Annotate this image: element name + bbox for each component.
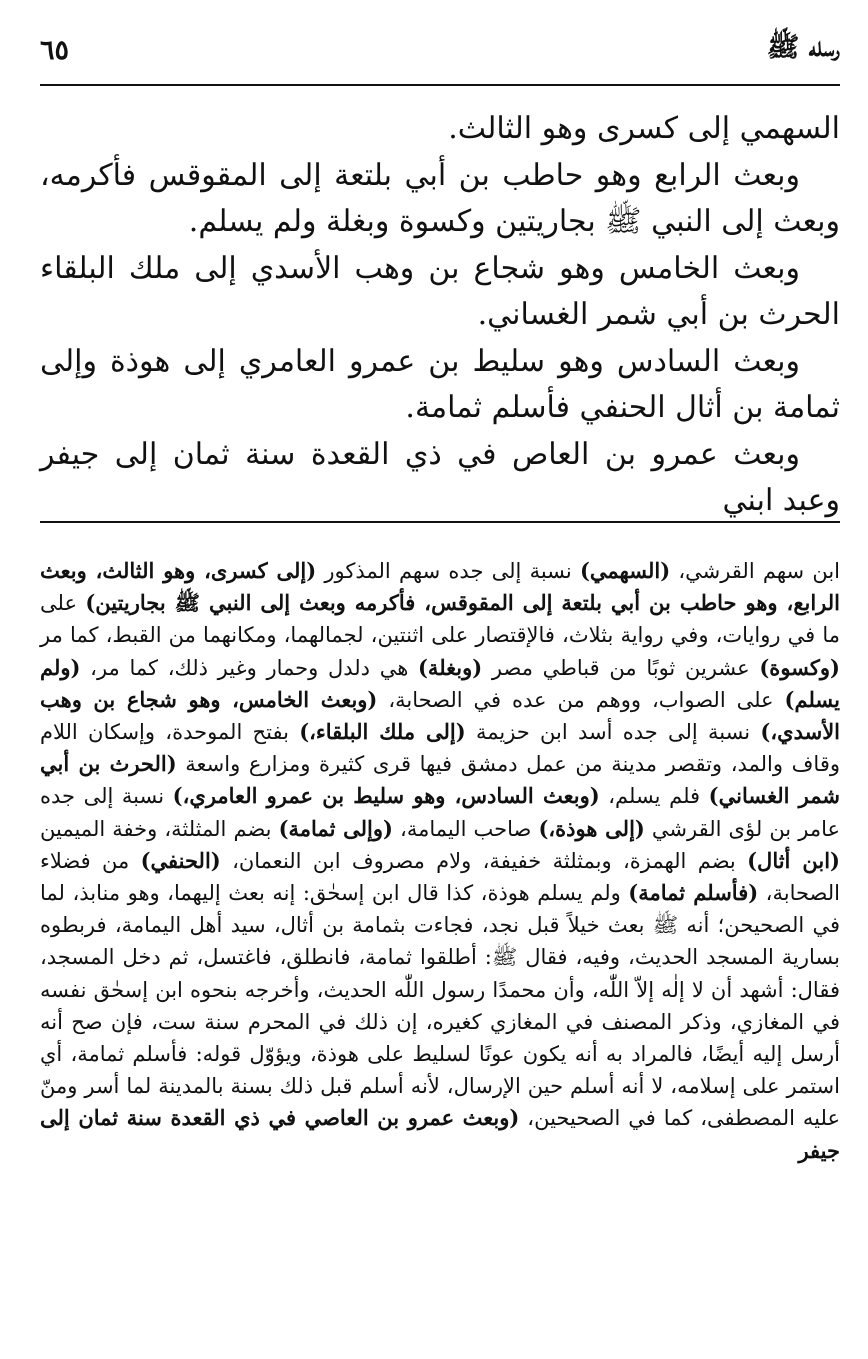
quoted-matn-text: (إلى هوذة،) [538, 815, 645, 841]
commentary-text-run: عشرين ثوبًا من قباطي مصر [482, 655, 760, 680]
commentary-paragraph [40, 555, 840, 1167]
quoted-matn-text: (وبعث عمرو بن العاصي في ذي القعدة سنة ثمان إلى جيفر [40, 1105, 840, 1163]
quoted-matn-text: (وإلى ثمامة) [278, 815, 393, 841]
commentary-text-run: بضم المثلثة، وخفة الميمين [40, 816, 279, 841]
commentary-text-run: نسبة إلى جده عامر بن لؤى القرشي [40, 784, 841, 841]
commentary-text-run: ولم يسلم هوذة، كذا قال ابن إسحٰق: إنه بعث إليهما، وهو منابذ، لما في الصحيحن؛ أنه ﷺ بعث خيلاً قبل نجد، فجاءت بثمامة بن أثال، سيد أهل اليمامة، فربطوه بسارية المسجد الحديث، وفيه، فقال ﷺ: أطلقوا ثمامة، فانطلق، فاغتسل، ثم دخل المسجد، فقال: أشهد أن لا إلٰه إلاّ اللّٰه، وأن محمدًا رسول اللّٰه الحديث، وأخرجه بنحوه ابن إسحٰق نفسه في المغازي، وذكر المصنف في المغازي كغيره، إن ذلك في المحرم سنة ست، فإن صح أنه أرسل إليه أيضًا، فالمراد به أنه يكون عونًا لسليط على هوذة، ويؤوّل قوله: فأسلم ثمامة، أي استمر على إسلامه، لا أنه أسلم حين الإرسال، لأنه أسلم قبل ذلك بسنة بالمدينة لما أسر ومنّ عليه المصطفى، كما في الصحيحين، [40, 881, 840, 1131]
page-number: ٦٥ [40, 34, 70, 66]
quoted-matn-text: (إلى ملك البلقاء،) [299, 719, 466, 745]
commentary-text-run: على الصواب، ووهم من عده في الصحابة، [377, 687, 785, 712]
main-paragraph: وبعث الرابع وهو حاطب بن أبي بلتعة إلى المقوقس فأكرمه، وبعث إلى النبي ﷺ بجاريتين وكسوة وبغلة ولم يسلم. [40, 157, 840, 239]
quoted-matn-text: (ابن أثال) [747, 847, 840, 873]
commentary-text-run: من فضلاء الصحابة، [40, 848, 840, 906]
quoted-matn-text: (وبعث الخامس، وهو شجاع بن وهب الأسدي،) [40, 686, 841, 745]
main-paragraph: وبعث السادس وهو سليط بن عمرو العامري إلى هوذة وإلى ثمامة بن أثال الحنفي فأسلم ثمامة. [40, 343, 840, 425]
header-divider [40, 84, 840, 86]
quoted-matn-text: (السهمي) [579, 558, 671, 583]
commentary-text-run: نسبة إلى جده أسد ابن حزيمة [465, 720, 761, 745]
quoted-matn-text: (فأسلم ثمامة) [628, 880, 759, 906]
page-header [40, 22, 840, 78]
quoted-matn-text: (وبغلة) [418, 654, 483, 680]
quoted-matn-text: (ولم يسلم) [40, 654, 840, 712]
commentary-text-run: فلم يسلم، [599, 784, 709, 809]
commentary-text-run: بضم الهمزة، وبمثلثة خفيفة، ولام مصروف ابن النعمان، [220, 848, 748, 873]
main-paragraph: وبعث عمرو بن العاص في ذي القعدة سنة ثمان إلى جيفر وعبد ابني [40, 436, 840, 518]
commentary-text [40, 555, 840, 1167]
commentary-text-run: ابن سهم القرشي، [670, 559, 841, 583]
commentary-text-run: نسبة إلى جده سهم المذكور [316, 559, 580, 583]
quoted-matn-text: (الحرث بن أبي شمر الغساني) [40, 751, 840, 809]
quoted-matn-text: (إلى كسرى، وهو الثالث، وبعث الرابع، وهو حاطب بن أبي بلتعة إلى المقوقس، فأكرمه وبعث إلى النبي ﷺ بجاريتين) [40, 558, 840, 616]
commentary-divider [40, 521, 840, 523]
quoted-matn-text: (وكسوة) [759, 654, 840, 680]
main-text [40, 106, 840, 525]
commentary-text-run: هي دلدل وحمار وغير ذلك، كما مر، [80, 655, 418, 680]
running-head: رسله ﷺ [766, 32, 840, 63]
main-paragraph: السهمي إلى كسرى وهو الثالث. [448, 111, 840, 146]
quoted-matn-text: (وبعث السادس، وهو سليط بن عمرو العامري،) [172, 783, 600, 809]
commentary-text-run: بفتح الموحدة، وإسكان اللام وقاف والمد، وتقصر مدينة من عمل دمشق فيها قرى كثيرة ومزارع واسعة [40, 720, 841, 777]
quoted-matn-text: (الحنفي) [140, 847, 221, 873]
commentary-text-run: صاحب اليمامة، [392, 816, 539, 841]
commentary-text-run: على ما في روايات، وفي رواية بثلاث، فالإقتصار على اثنتين، لجمالهما، ومكانهما من القبط، كما مر [40, 591, 840, 648]
main-paragraph: وبعث الخامس وهو شجاع بن وهب الأسدي إلى ملك البلقاء الحرث بن أبي شمر الغساني. [40, 250, 840, 332]
